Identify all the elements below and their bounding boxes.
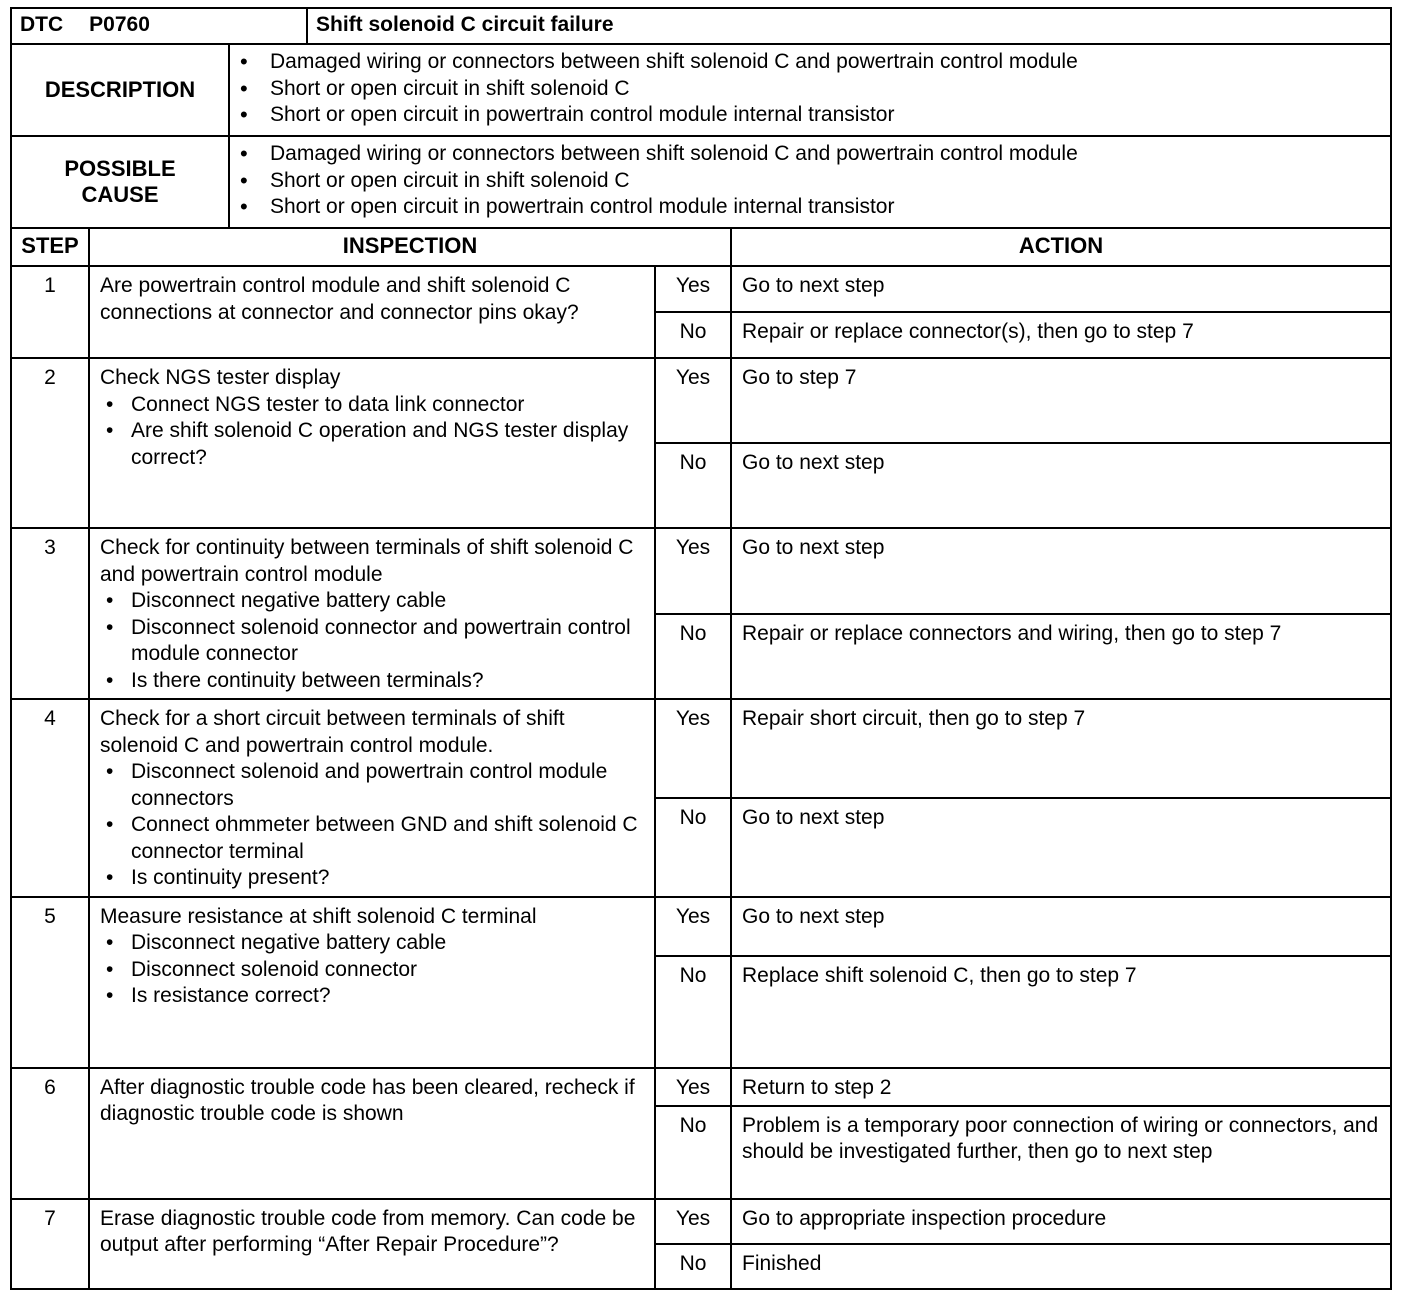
yes-action: Go to step 7 [731, 358, 1391, 443]
inspection-bullets [100, 930, 646, 1010]
description-item: • Short or open circuit in shift solenoid C [240, 76, 1384, 103]
inspection-bullet: • Are shift solenoid C operation and NGS tester display correct? [100, 418, 646, 471]
step-inspection [89, 358, 655, 528]
step-number: 6 [11, 1068, 89, 1199]
possible-cause-list [230, 137, 1390, 225]
action-column-header: ACTION [731, 228, 1391, 266]
no-label: No [655, 1244, 731, 1289]
no-label: No [655, 614, 731, 700]
no-action: Repair or replace connector(s), then go to step 7 [731, 312, 1391, 358]
no-action: Problem is a temporary poor connection of wiring or connectors, and should be investigated further, then go to next step [731, 1106, 1391, 1199]
step-number: 7 [11, 1199, 89, 1289]
yes-action: Go to next step [731, 528, 1391, 614]
inspection-bullets [100, 588, 646, 694]
step-inspection [89, 266, 655, 358]
no-label: No [655, 956, 731, 1068]
yes-action: Go to appropriate inspection procedure [731, 1199, 1391, 1244]
inspection-text: Are powertrain control module and shift solenoid C connections at connector and connector pins okay? [100, 274, 579, 324]
inspection-bullet: • Disconnect solenoid and powertrain control module connectors [100, 759, 646, 812]
yes-label: Yes [655, 699, 731, 798]
inspection-text: Check NGS tester display [100, 366, 341, 389]
inspection-bullets [100, 392, 646, 472]
step-inspection [89, 528, 655, 699]
info-table [10, 43, 1392, 229]
dtc-document [10, 7, 1390, 1290]
inspection-text: Erase diagnostic trouble code from memory. Can code be output after performing “After Repair Procedure”? [100, 1206, 636, 1256]
inspection-bullet: • Is there continuity between terminals? [100, 668, 646, 695]
inspection-bullet: • Connect ohmmeter between GND and shift solenoid C connector terminal [100, 812, 646, 865]
description-label: DESCRIPTION [11, 44, 229, 136]
yes-label: Yes [655, 266, 731, 312]
possible-cause-item: • Short or open circuit in shift solenoid C [240, 168, 1384, 195]
possible-cause-label-line1: POSSIBLE [64, 156, 176, 181]
step-number: 3 [11, 528, 89, 699]
no-action: Repair or replace connectors and wiring, then go to step 7 [731, 614, 1391, 700]
inspection-bullet: • Connect NGS tester to data link connector [100, 392, 646, 419]
inspection-bullet: • Disconnect negative battery cable [100, 588, 646, 615]
description-item: • Short or open circuit in powertrain control module internal transistor [240, 102, 1384, 129]
step-inspection [89, 897, 655, 1068]
possible-cause-label [11, 136, 229, 228]
dtc-label: DTC [20, 13, 64, 36]
inspection-text: After diagnostic trouble code has been cleared, recheck if diagnostic trouble code is shown [100, 1075, 635, 1125]
inspection-bullet: • Disconnect negative battery cable [100, 930, 646, 957]
no-label: No [655, 1106, 731, 1199]
inspection-bullets [100, 759, 646, 892]
description-cell [229, 44, 1391, 136]
yes-label: Yes [655, 1068, 731, 1106]
step-number: 4 [11, 699, 89, 897]
inspection-column-header: INSPECTION [89, 228, 731, 266]
yes-label: Yes [655, 528, 731, 614]
yes-label: Yes [655, 1199, 731, 1244]
no-action: Replace shift solenoid C, then go to step 7 [731, 956, 1391, 1068]
possible-cause-label-line2: CAUSE [81, 182, 159, 207]
no-label: No [655, 312, 731, 358]
inspection-bullet: • Disconnect solenoid connector and powertrain control module connector [100, 615, 646, 668]
no-action: Go to next step [731, 443, 1391, 528]
no-label: No [655, 798, 731, 897]
yes-action: Repair short circuit, then go to step 7 [731, 699, 1391, 798]
possible-cause-item: • Damaged wiring or connectors between shift solenoid C and powertrain control module [240, 141, 1384, 168]
dtc-code: P0760 [89, 13, 150, 36]
yes-label: Yes [655, 358, 731, 443]
yes-action: Return to step 2 [731, 1068, 1391, 1106]
dtc-header-table [10, 7, 1392, 45]
dtc-code-cell [11, 8, 307, 44]
possible-cause-item: • Short or open circuit in powertrain control module internal transistor [240, 194, 1384, 221]
step-column-header: STEP [11, 228, 89, 266]
possible-cause-cell [229, 136, 1391, 228]
description-item: • Damaged wiring or connectors between shift solenoid C and powertrain control module [240, 49, 1384, 76]
step-inspection [89, 1068, 655, 1199]
yes-action: Go to next step [731, 897, 1391, 956]
inspection-bullet: • Is continuity present? [100, 865, 646, 892]
step-inspection [89, 699, 655, 897]
no-action: Go to next step [731, 798, 1391, 897]
step-inspection [89, 1199, 655, 1289]
inspection-text: Check for a short circuit between terminals of shift solenoid C and powertrain control module. [100, 707, 565, 757]
yes-action: Go to next step [731, 266, 1391, 312]
step-number: 1 [11, 266, 89, 358]
step-number: 2 [11, 358, 89, 528]
inspection-text: Check for continuity between terminals of shift solenoid C and powertrain control module [100, 536, 634, 586]
no-label: No [655, 443, 731, 528]
inspection-table [10, 227, 1392, 1290]
inspection-text: Measure resistance at shift solenoid C terminal [100, 904, 537, 928]
no-action: Finished [731, 1244, 1391, 1289]
yes-label: Yes [655, 897, 731, 956]
dtc-title: Shift solenoid C circuit failure [307, 8, 1391, 44]
step-number: 5 [11, 897, 89, 1068]
inspection-bullet: • Disconnect solenoid connector [100, 957, 646, 984]
inspection-bullet: • Is resistance correct? [100, 983, 646, 1010]
description-list [230, 45, 1390, 133]
